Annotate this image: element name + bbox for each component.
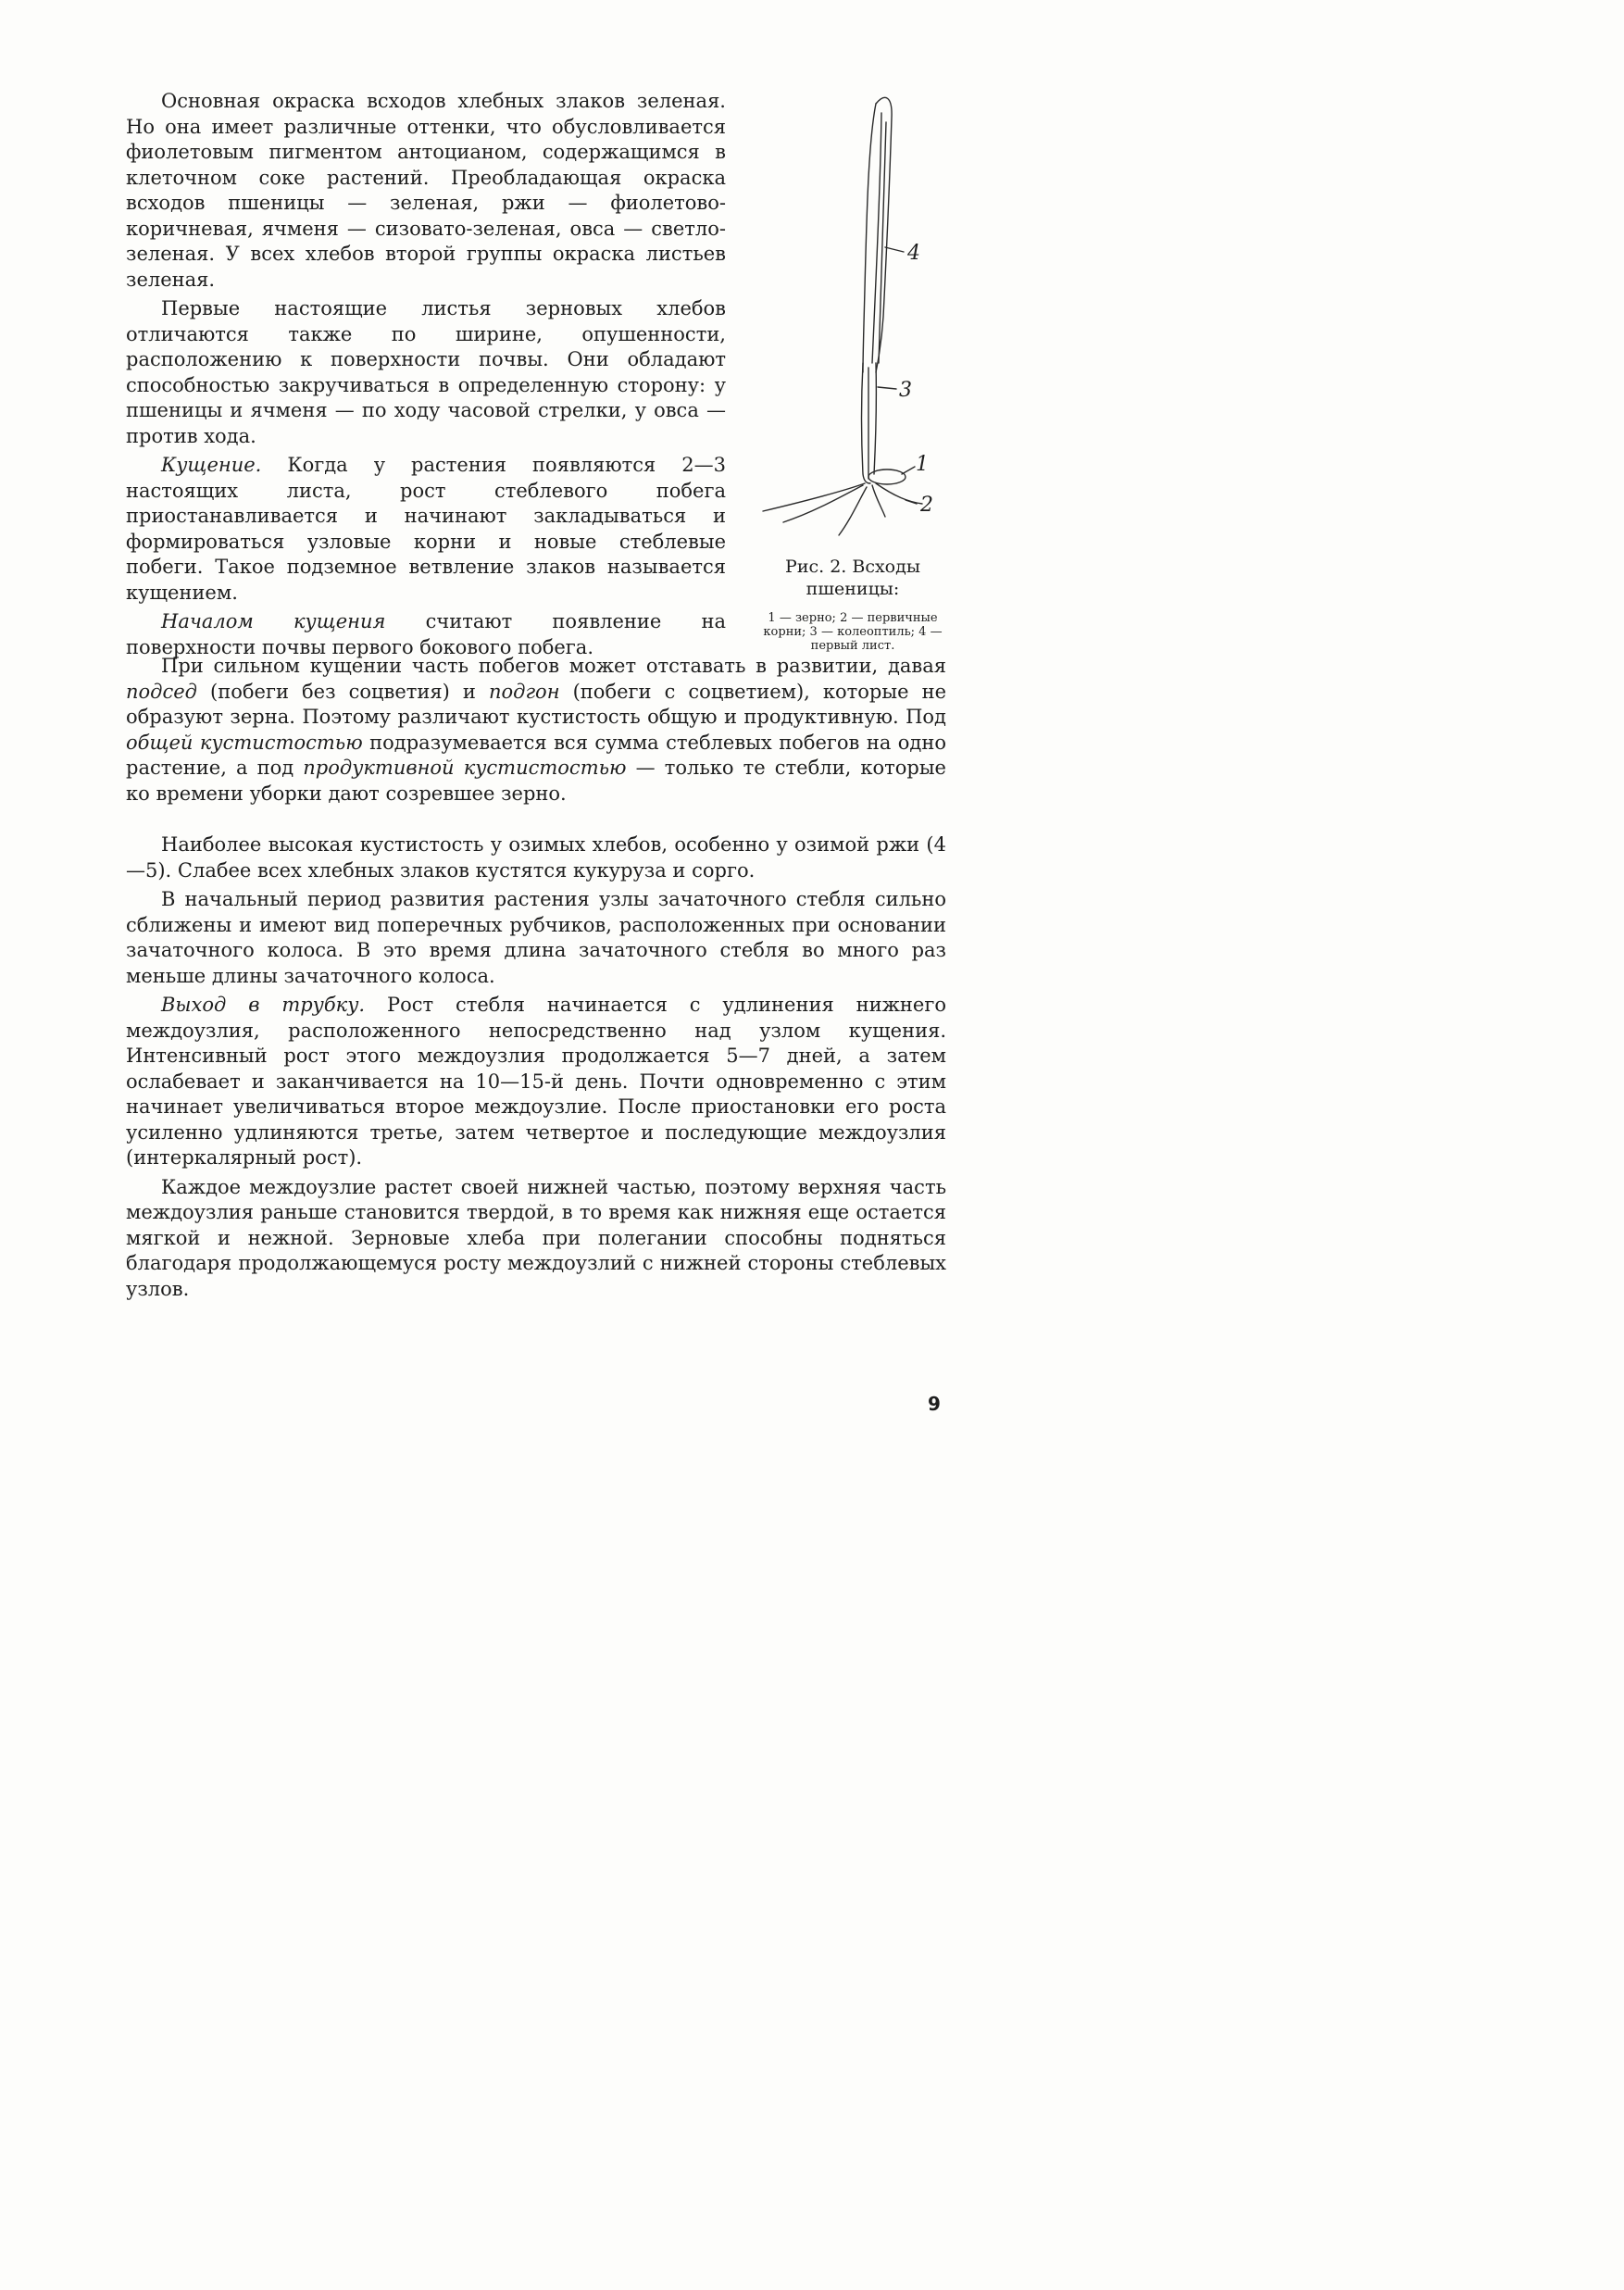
term-booting: Выход в трубку. <box>161 994 366 1016</box>
tillering-text: Когда у растения появляются 2—3 настоящих листа, рост стеблевого побега приостанавливается и начинают закладываться и формироваться узловые корни и новые стеблевые побеги. Такое подземное ветвление злаков называется кущением. <box>126 454 726 604</box>
label-2: 2 <box>920 494 933 517</box>
strong-tillering-part1: При сильном кущении часть побегов может отставать в развитии, давая <box>161 655 946 677</box>
book-page <box>0 0 1018 1436</box>
term-total-tillering: общей кустистостью <box>126 731 363 754</box>
label-1: 1 <box>916 453 929 476</box>
root-left-long <box>763 483 865 511</box>
leader-4 <box>885 247 904 252</box>
term-podsed: подсед <box>126 680 197 703</box>
coleoptile-right <box>874 363 876 474</box>
root-right <box>876 483 922 504</box>
paragraph-winter-tillering: Наиболее высокая кустистость у озимых хлебов, особенно у озимой ржи (4—5). Слабее всех хлебных злаков кустятся кукуруза и сорго. <box>126 833 946 882</box>
label-4: 4 <box>907 242 920 265</box>
term-tillering-start: Началом кущения <box>161 610 386 632</box>
paragraph-initial-period: В начальный период развития растения узлы зачаточного стебля сильно сближены и имеют вид поперечных рубчиков, расположенных при основании зачаточного колоса. В это время длина зачаточного стебля во много раз меньше длины зачаточного колоса. <box>126 888 946 987</box>
strong-tillering-part5: — только те стебли, которые ко времени уборки дают созревшее зерно. <box>126 757 946 805</box>
grain <box>868 469 906 484</box>
page-number: 9 <box>928 1393 941 1415</box>
upper-text-column <box>126 89 726 664</box>
figure-caption: Рис. 2. Всходы пшеницы: <box>785 557 920 599</box>
term-tillering: Кущение. <box>161 454 262 476</box>
paragraph-internode-growth: Каждое междоузлие растет своей нижней частью, поэтому верхняя часть междоузлия раньше становится твердой, в то время как нижняя еще остается мягкой и нежной. Зерновые хлеба при полегании способны подняться благодаря продолжающемуся росту междоузлий с нижней стороны стеблевых узлов. <box>126 1175 946 1300</box>
strong-tillering-part4: подразумевается вся сумма стеблевых побегов на одно растение, а под <box>126 731 946 779</box>
paragraph-strong-tillering <box>126 654 946 807</box>
paragraph-tillering <box>126 453 726 606</box>
booting-text: Рост стебля начинается с удлинения нижнего междоузлия, расположенного непосредственно над узлом кущения. Интенсивный рост этого междоузлия продолжается 5—7 дней, а затем ослабевает и заканчивается на 10—15-й день. Почти одновременно с этим начинает увеличиваться второе междоузлие. После приостановки его роста усиленно удлиняются третье, затем четвертое и последующие междоузлия (интеркалярный рост). <box>126 994 946 1169</box>
wheat-seedling-figure <box>746 85 968 548</box>
lower-text-column <box>126 832 946 1306</box>
leader-3 <box>878 387 896 389</box>
tillering-start-text: считают появление на поверхности почвы первого бокового побега. <box>126 610 727 658</box>
paragraph-tillering-start <box>126 609 726 660</box>
leader-1 <box>902 467 915 474</box>
paragraph-coloring: Основная окраска всходов хлебных злаков зеленая. Но она имеет различные оттенки, что обусловливается фиолетовым пигментом антоцианом, содержащимся в клеточном соке растений. Преобладающая окраска всходов пшеницы — зеленая, ржи — фиолетово-коричневая, ячменя — сизовато-зеленая, овса — светло-зеленая. У всех хлебов второй группы окраска листьев зеленая. <box>126 90 726 291</box>
root-right-down <box>872 485 885 517</box>
paragraph-booting <box>126 993 946 1171</box>
term-productive-tillering: продуктивной кустистостью <box>303 757 627 779</box>
strong-tillering-part3: (побеги с соцветием), которые не образуют зерна. Поэтому различают кустистость общую и продуктивную. Под <box>126 680 946 728</box>
term-podgon: подгон <box>488 680 560 703</box>
seedling-drawing <box>763 97 922 535</box>
paragraph-first-leaves: Первые настоящие листья зерновых хлебов отличаются также по ширине, опушенности, расположению к поверхности почвы. Они обладают способностью закручиваться в определенную сторону: у пшеницы и ячменя — по ходу часовой стрелки, у овса — против хода. <box>126 297 726 447</box>
figure-labels <box>899 242 933 517</box>
label-3: 3 <box>899 379 912 402</box>
strong-tillering-column <box>126 654 946 810</box>
strong-tillering-part2: (побеги без соцветия) и <box>196 680 489 703</box>
root-down <box>839 487 867 535</box>
figure-legend: 1 — зерно; 2 — первичные корни; 3 — колеоптиль; 4 — первый лист. <box>763 611 943 653</box>
